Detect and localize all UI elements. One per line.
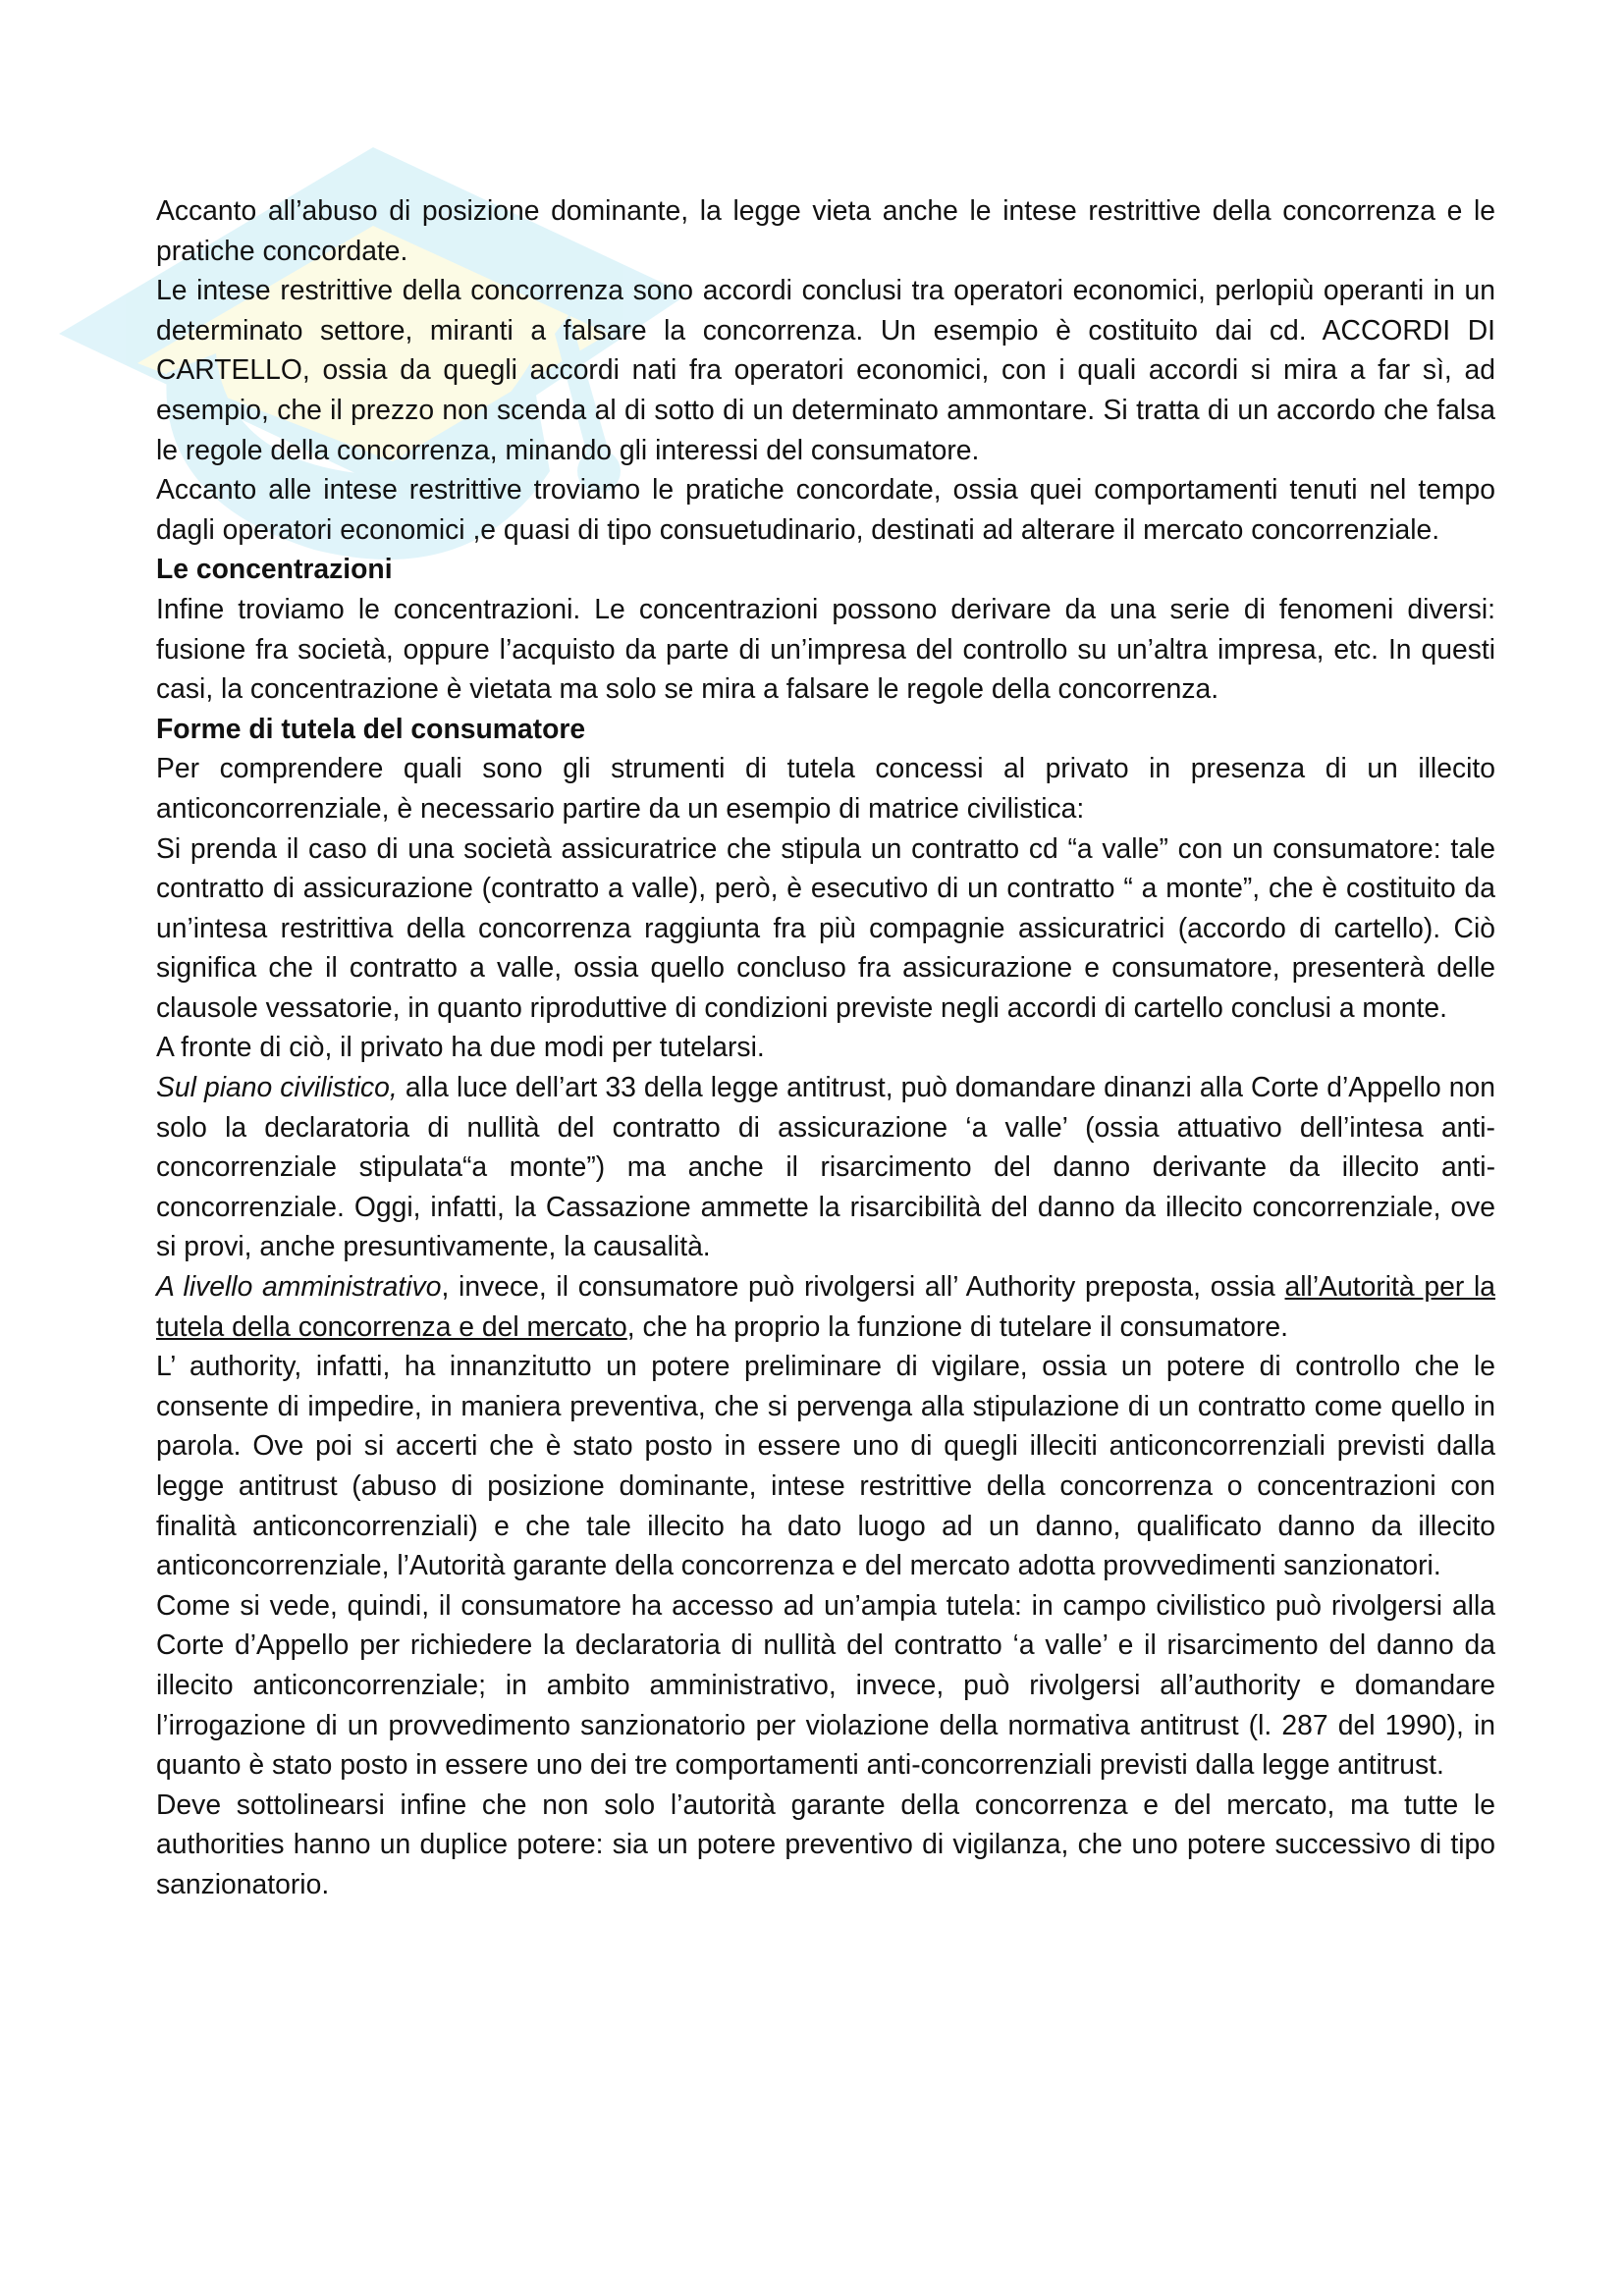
paragraph-authority-poteri: L’ authority, infatti, ha innanzitutto un potere preliminare di vigilare, ossia un potere di controllo che le consente di impedire, in maniera preventiva, che si pervenga alla stipulazione di un contratto come quello in parola. Ove poi si accerti che è stato posto in essere uno di quegli illeciti anticoncorrenziali previsti dalla legge antitrust (abuso di posizione dominante, intese restrittive della concorrenza o concentrazioni con finalità anticoncorrenziali) e che tale illecito ha dato luogo ad un danno, qualificato danno da illecito anticoncorrenziale, l’Autorità garante della concorrenza e del mercato adotta provvedimenti sanzionatori. (156, 1350, 1495, 1581)
paragraph-intese-restrittive: Le intese restrittive della concorrenza sono accordi conclusi tra operatori economici, perlopiù operanti in un determinato settore, miranti a falsare la concorrenza. Un esempio è costituito dai cd. ACCORDI DI CARTELLO, ossia da quegli accordi nati fra operatori economici, con i quali accordi si mira a far sì, ad esempio, che il prezzo non scenda al di sotto di un determinato ammontare. Si tratta di un accordo che falsa le regole della concorrenza, minando gli interessi del consumatore. (156, 274, 1495, 465)
heading-concentrazioni: Le concentrazioni (156, 553, 393, 585)
underlined-autorita: all’Autorità per la tutela della concorrenza e del mercato (156, 1270, 1496, 1342)
paragraph-intro: Accanto all’abuso di posizione dominante, la legge vieta anche le intese restrittive della concorrenza e le pratiche concordate. (156, 194, 1495, 266)
paragraph-conclusione: Deve sottolinearsi infine che non solo l’autorità garante della concorrenza e del mercato, ma tutte le authorities hanno un duplice potere: sia un potere preventivo di vigilanza, che uno potere successivo di tipo sanzionatorio. (156, 1788, 1495, 1899)
paragraph-piano-civilistico (156, 1067, 1495, 1266)
text-livello-amministrativo-a: , invece, il consumatore può rivolgersi all’ Authority preposta, ossia (441, 1270, 1285, 1303)
paragraph-due-modi: A fronte di ciò, il privato ha due modi per tutelarsi. (156, 1031, 765, 1063)
text-piano-civilistico: alla luce dell’art 33 della legge antitrust, può domandare dinanzi alla Corte d’Appello non solo la declaratoria di nullità del contratto di assicurazione ‘a valle’ (ossia attuativo dell’intesa anti-concorrenziale stipulata“a monte”) ma anche il risarcimento del danno derivante da illecito anti-concorrenziale. Oggi, infatti, la Cassazione ammette la risarcibilità del danno da illecito concorrenziale, ove si provi, anche presuntivamente, la causalità. (156, 1071, 1495, 1262)
paragraph-strumenti-tutela: Per comprendere quali sono gli strumenti di tutela concessi al privato in presenza di un illecito anticoncorrenziale, è necessario partire da un esempio di matrice civilistica: (156, 752, 1495, 824)
paragraph-concentrazioni: Infine troviamo le concentrazioni. Le concentrazioni possono derivare da una serie di fenomeni diversi: fusione fra società, oppure l’acquisto da parte di un’impresa del controllo su un’altra impresa, etc. In questi casi, la concentrazione è vietata ma solo se mira a falsare le regole della concorrenza. (156, 592, 1495, 705)
paragraph-ampia-tutela: Come si vede, quindi, il consumatore ha accesso ad un’ampia tutela: in campo civilistico può rivolgersi alla Corte d’Appello per richiedere la declaratoria di nullità del contratto ‘a valle’ e il risarcimento del danno da illecito anticoncorrenziale; in ambito amministrativo, invece, può rivolgersi all’authority e domandare l’irrogazione di un provvedimento sanzionatorio per violazione della normativa antitrust (l. 287 del 1990), in quanto è stato posto in essere uno dei tre comportamenti anti-concorrenziali previsti dalla legge antitrust. (156, 1588, 1495, 1781)
document-page (156, 190, 1495, 1904)
text-livello-amministrativo-b: , che ha proprio la funzione di tutelare il consumatore. (626, 1309, 1288, 1342)
paragraph-esempio-assicurazione: Si prenda il caso di una società assicuratrice che stipula un contratto cd “a valle” con un consumatore: tale contratto di assicurazione (contratto a valle), però, è esecutivo di un contratto “ a monte”, che è costituito da un’intesa restrittiva della concorrenza raggiunta fra più compagnie assicuratrici (accordo di cartello). Ciò significa che il contratto a valle, ossia quello concluso fra assicurazione e consumatore, presenterà delle clausole vessatorie, in quanto riproduttive di condizioni previste negli accordi di cartello conclusi a monte. (156, 831, 1495, 1023)
heading-tutela-consumatore: Forme di tutela del consumatore (156, 712, 586, 744)
italic-piano-civilistico: Sul piano civilistico, (156, 1071, 398, 1103)
italic-livello-amministrativo: A livello amministrativo (156, 1270, 442, 1303)
paragraph-pratiche-concordate: Accanto alle intese restrittive troviamo le pratiche concordate, ossia quei comportamenti tenuti nel tempo dagli operatori economici ,e quasi di tipo consuetudinario, destinati ad alterare il mercato concorrenziale. (156, 473, 1495, 545)
paragraph-livello-amministrativo (156, 1266, 1495, 1346)
